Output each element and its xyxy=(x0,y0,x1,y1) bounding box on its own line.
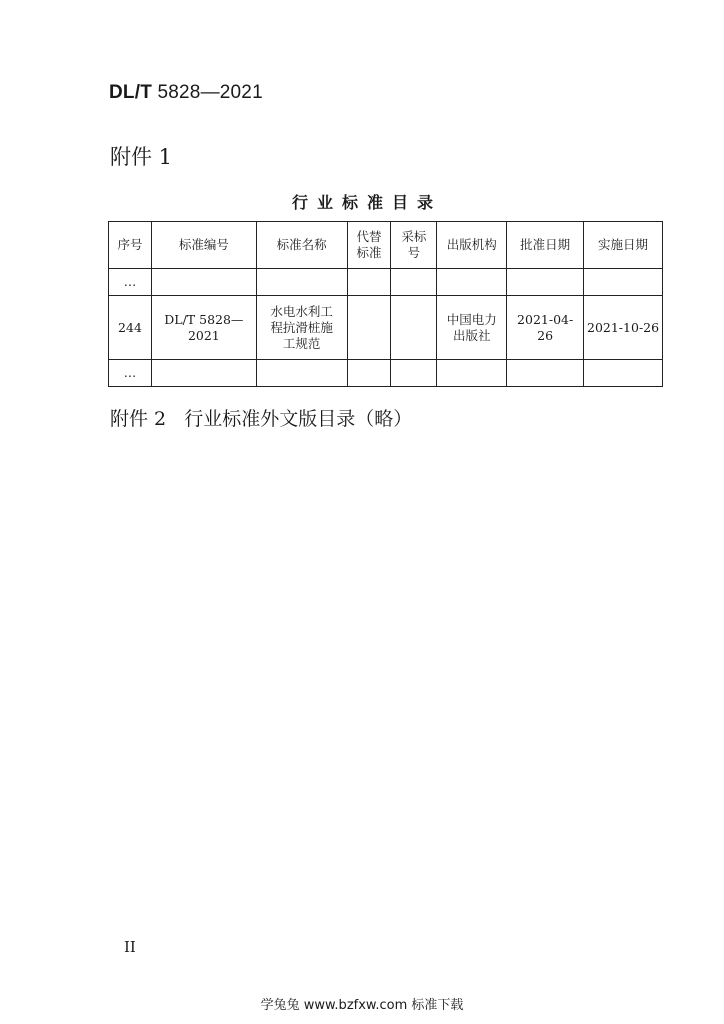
table-row-ellipsis-bottom xyxy=(109,360,663,387)
cell-publisher: 中国电力 出版社 xyxy=(437,296,507,360)
cell-code: DL/T 5828— 2021 xyxy=(151,296,256,360)
footer-watermark: 学兔兔 www.bzfxw.com 标准下载 xyxy=(260,998,464,1013)
attachment-2-title: 行业标准外文版目录（略） xyxy=(184,408,413,430)
page-number: II xyxy=(124,938,136,956)
document-code xyxy=(109,82,263,104)
table-row-ellipsis-top xyxy=(109,269,663,296)
table-header-row xyxy=(109,222,663,269)
table-row xyxy=(109,296,663,360)
table-title: 行业标准目录 xyxy=(291,193,442,212)
cell-seq: 244 xyxy=(109,296,152,360)
col-header-seq: 序号 xyxy=(109,222,152,269)
document-code-prefix: DL/T xyxy=(109,82,153,103)
attachment-2-label: 附件 2 xyxy=(110,408,167,430)
ellipsis-cell: … xyxy=(109,269,152,296)
cell-adopted xyxy=(391,296,437,360)
attachment-1-heading: 附件 1 xyxy=(110,145,173,169)
cell-effective: 2021-10-26 xyxy=(584,296,663,360)
standards-catalog-table xyxy=(108,221,663,387)
col-header-name: 标准名称 xyxy=(256,222,347,269)
col-header-effective: 实施日期 xyxy=(584,222,663,269)
cell-approved: 2021-04-26 xyxy=(507,296,584,360)
col-header-publisher: 出版机构 xyxy=(437,222,507,269)
attachment-2-heading xyxy=(110,404,412,431)
col-header-code: 标准编号 xyxy=(151,222,256,269)
document-code-number: 5828—2021 xyxy=(157,82,263,103)
ellipsis-cell: … xyxy=(109,360,152,387)
cell-replaces xyxy=(347,296,391,360)
col-header-adopted: 采标 号 xyxy=(391,222,437,269)
cell-name: 水电水利工 程抗滑桩施 工规范 xyxy=(256,296,347,360)
col-header-replaces: 代替 标准 xyxy=(347,222,391,269)
col-header-approved: 批准日期 xyxy=(507,222,584,269)
